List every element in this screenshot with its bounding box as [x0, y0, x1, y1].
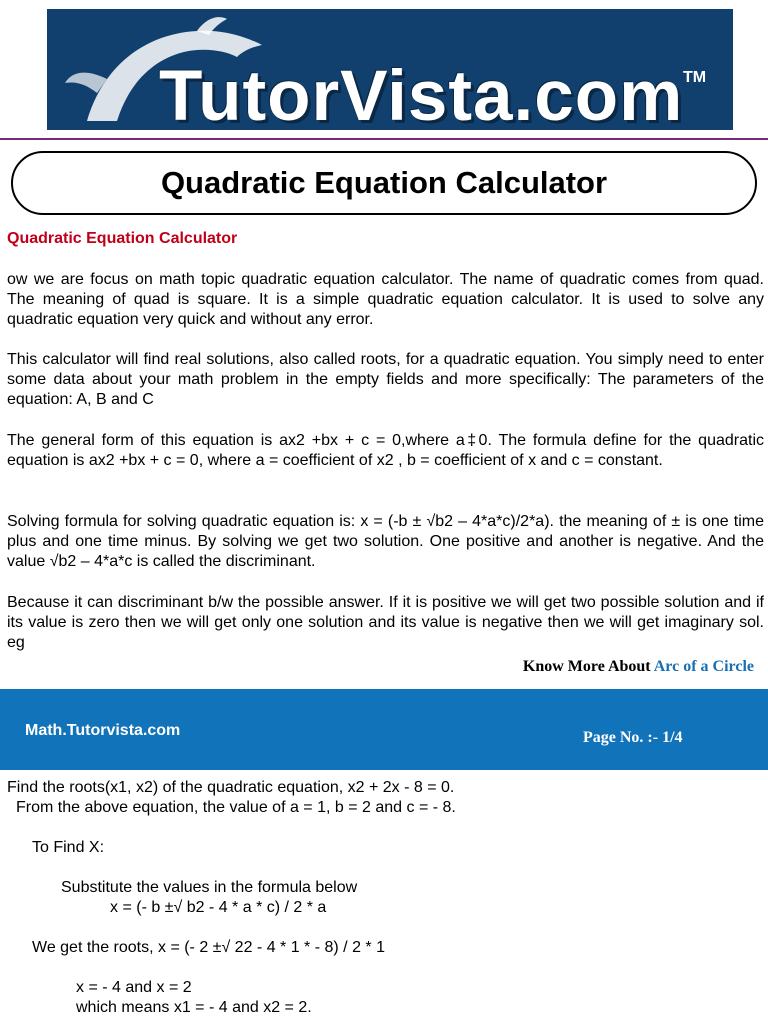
- example-conclusion: which means x1 = - 4 and x2 = 2.: [76, 999, 312, 1016]
- trademark-mark: TM: [683, 69, 707, 86]
- paragraph-discriminant: Because it can discriminant b/w the possible answer. If it is positive we will get two possible solution and if its value is zero then we will get only one solution and its value is negative then we will get imaginary sol. eg: [7, 594, 764, 651]
- top-rule: [0, 138, 768, 140]
- know-more: [523, 658, 754, 676]
- example-formula: x = (- b ±√ b2 - 4 * a * c) / 2 * a: [110, 899, 327, 916]
- page-title: Quadratic Equation Calculator: [160, 165, 608, 200]
- example-result: x = - 4 and x = 2: [76, 979, 192, 996]
- example-roots: We get the roots, x = (- 2 ±√ 22 - 4 * 1 * - 8) / 2 * 1: [32, 939, 385, 956]
- paragraph-general-form: The general form of this equation is ax2 +bx + c = 0,where a‡0. The formula define for the quadratic equation is ax2 +bx + c = 0, where a = coefficient of x2 , b = coefficient of x and c = constant.: [7, 432, 764, 469]
- page-footer: [0, 689, 768, 770]
- example-line-3: To Find X:: [32, 839, 105, 856]
- title-box: [11, 151, 757, 215]
- know-more-prefix: Know More About: [522, 658, 654, 675]
- paragraph-calculator: This calculator will find real solutions, also called roots, for a quadratic equation. You simply need to enter some data about your math problem in the empty fields and more specifically: The parameters of the equation: A, B and C: [7, 351, 764, 408]
- logo-text: TutorVista.com: [159, 57, 684, 130]
- footer-site: Math.Tutorvista.com: [25, 722, 181, 739]
- example-line-4: Substitute the values in the formula below: [61, 879, 358, 896]
- arc-of-circle-link[interactable]: Arc of a Circle: [653, 658, 754, 675]
- paragraph-solving-formula: Solving formula for solving quadratic equation is: x = (-b ± √b2 – 4*a*c)/2*a). the meaning of ± is one time plus and one time minus. By solving we get two solution. One positive and another is negative. And the value √b2 – 4*a*c is called the discriminant.: [7, 513, 764, 570]
- section-heading: Quadratic Equation Calculator: [7, 230, 238, 247]
- page-number: Page No. :- 1/4: [583, 729, 683, 746]
- logo-banner: [47, 9, 733, 130]
- example-line-2: From the above equation, the value of a = 1, b = 2 and c = - 8.: [16, 799, 456, 816]
- example-line-1: Find the roots(x1, x2) of the quadratic equation, x2 + 2x - 8 = 0.: [7, 779, 455, 796]
- paragraph-intro: ow we are focus on math topic quadratic equation calculator. The name of quadratic comes from quad. The meaning of quad is square. It is a simple quadratic equation calculator. It is used to solve any quadratic equation very quick and without any error.: [7, 271, 764, 328]
